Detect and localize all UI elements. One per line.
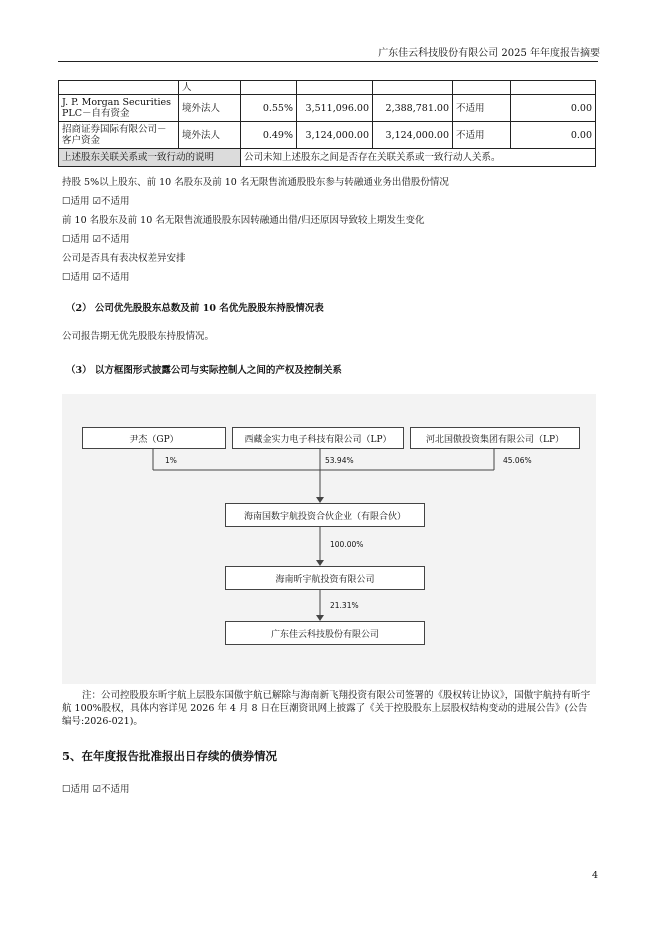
lending-question: 持股 5%以上股东、前 10 名股东及前 10 名无限售流通股股东参与转融通业务出借股份情况 (62, 177, 449, 188)
lending-checkbox: ☐适用 ☑不适用 (62, 196, 130, 207)
section-2-title: （2） 公司优先股股东总数及前 10 名优先股股东持股情况表 (66, 303, 324, 314)
partnership-percent: 100.00% (330, 540, 364, 549)
company-box: 广东佳云科技股份有限公司 (225, 621, 425, 645)
section-2-text: 公司报告期无优先股股东持股情况。 (62, 331, 215, 342)
shareholder-type: 境外法人 (179, 122, 241, 149)
lp2-box: 河北国傲投资集团有限公司（LP） (410, 427, 580, 449)
ownership-note: 注：公司控股股东昕宇航上层股东国傲宇航已解除与海南新飞翔投资有限公司签署的《股权转让协议》，国傲宇航持有昕宇航 100%股权，具体内容详见 2026 年 4 月 8 日在巨潮资讯网上披露了《关于控股股东上层股权结构变动的进展公告》(公告编号:2026-021)。 (62, 690, 591, 727)
shares-held: 3,124,000.00 (297, 122, 373, 149)
unrestricted-shares: 2,388,781.00 (373, 95, 453, 122)
relation-label: 上述股东关联关系或一致行动的说明 (59, 149, 241, 167)
holding-percent: 0.55% (241, 95, 297, 122)
pledge-quantity: 0.00 (511, 95, 596, 122)
shareholder-type: 境外法人 (179, 95, 241, 122)
section-5-checkbox: ☐适用 ☑不适用 (62, 784, 130, 795)
voting-question: 公司是否具有表决权差异安排 (62, 253, 186, 264)
shareholder-name: 招商证券国际有限公司－客户资金 (59, 122, 179, 149)
unrestricted-shares: 3,124,000.00 (373, 122, 453, 149)
section-3-title: （3） 以方框图形式披露公司与实际控制人之间的产权及控制关系 (66, 365, 342, 376)
voting-checkbox: ☐适用 ☑不适用 (62, 272, 130, 283)
change-checkbox: ☐适用 ☑不适用 (62, 234, 130, 245)
holding-company-box: 海南昕宇航投资有限公司 (225, 566, 425, 590)
pledge-quantity: 0.00 (511, 122, 596, 149)
holding-percent-label: 21.31% (330, 601, 359, 610)
table-cell: 人 (179, 81, 241, 95)
change-question: 前 10 名股东及前 10 名无限售流通股股东因转融通出借/归还原因导致较上期发生变化 (62, 215, 425, 226)
shares-held: 3,511,096.00 (297, 95, 373, 122)
gp-percent: 1% (165, 456, 177, 465)
lp1-percent: 53.94% (325, 456, 354, 465)
lp1-box: 西藏金实力电子科技有限公司（LP） (232, 427, 404, 449)
pledge-status: 不适用 (453, 122, 511, 149)
partnership-box: 海南国数宇航投资合伙企业（有限合伙） (225, 503, 425, 527)
shareholder-name: J. P. Morgan Securities PLC－自有资金 (59, 95, 179, 122)
gp-box: 尹杰（GP） (82, 427, 226, 449)
section-5-title: 5、在年度报告批准报出日存续的债券情况 (62, 749, 277, 763)
lp2-percent: 45.06% (503, 456, 532, 465)
relation-text: 公司未知上述股东之间是否存在关联关系或一致行动人关系。 (241, 149, 596, 167)
holding-percent: 0.49% (241, 122, 297, 149)
page-header-title: 广东佳云科技股份有限公司 2025 年年度报告摘要 (378, 48, 600, 59)
page-number: 4 (591, 870, 598, 881)
pledge-status: 不适用 (453, 95, 511, 122)
